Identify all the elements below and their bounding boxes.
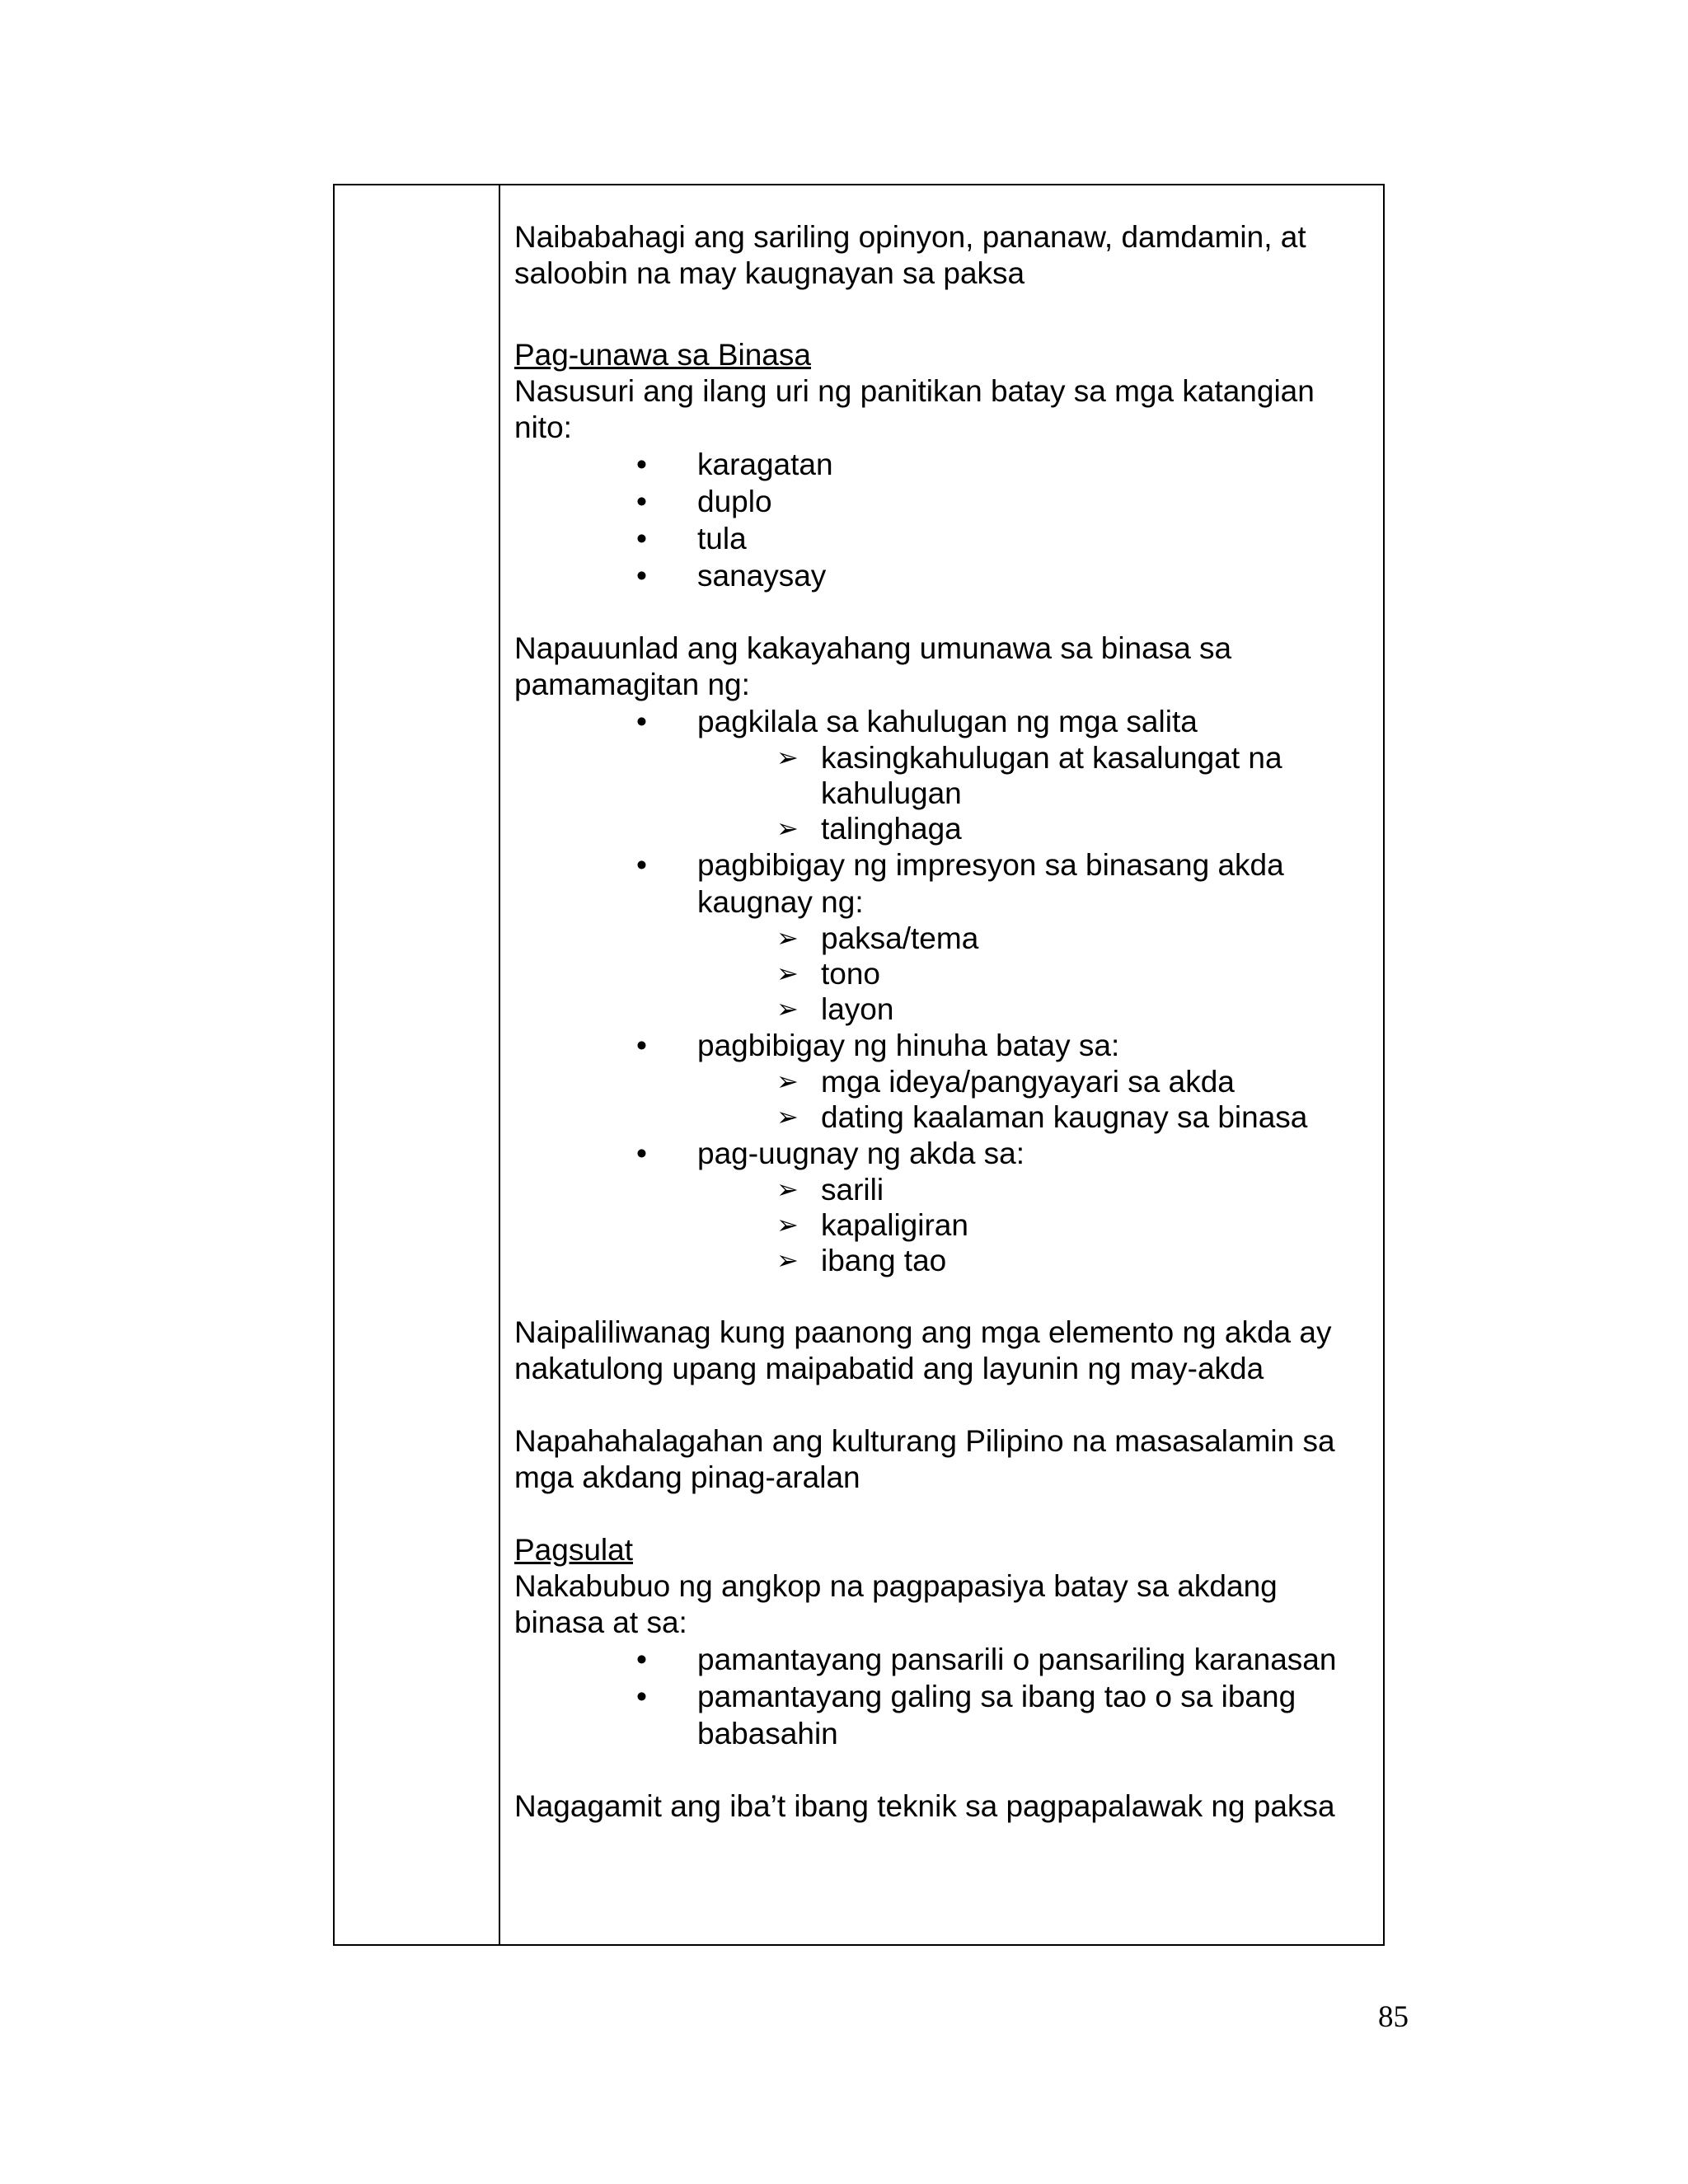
list-item: • pagbibigay ng hinuha batay sa: (636, 1029, 1120, 1062)
opening-paragraph: Naibabahagi ang sariling opinyon, pananaw, damdamin, at saloobin na may kaugnayan sa paksa (514, 220, 1306, 290)
arrowhead-icon: ➢ (776, 1102, 799, 1132)
sub-list-item: ➢ ibang tao (776, 1244, 947, 1277)
section-heading-pagsulat: Pagsulat (514, 1533, 633, 1567)
arrowhead-icon: ➢ (776, 1066, 799, 1096)
arrowhead-icon: ➢ (776, 958, 799, 988)
list-item: • pag-uugnay ng akda sa: (636, 1137, 1025, 1170)
bullet-icon: • (636, 1029, 647, 1062)
list-item: • sanaysay (636, 559, 827, 593)
bullet-icon: • (636, 522, 647, 555)
bullet-icon: • (636, 1680, 647, 1713)
elements-paragraph: Naipaliliwanag kung paanong ang mga elemento ng akda ay nakatulong upang maipabatid ang layunin ng may-akda (514, 1315, 1332, 1385)
list-item: • pamantayang pansarili o pansariling karanasan (636, 1643, 1337, 1676)
bullet-icon: • (636, 848, 647, 882)
sub-list-item: ➢ dating kaalaman kaugnay sa binasa (776, 1100, 1308, 1134)
list-item: • pagbibigay ng impresyon sa binasang akda kaugnay ng: (636, 848, 1284, 919)
list-item: • tula (636, 522, 747, 555)
bullet-icon: • (636, 705, 647, 738)
page-number: 85 (1378, 2000, 1409, 2034)
sub-list-item: ➢ paksa/tema (776, 921, 979, 955)
arrowhead-icon: ➢ (776, 1210, 799, 1240)
closing-paragraph: Nagagamit ang iba’t ibang teknik sa pagpapalawak ng paksa (514, 1789, 1335, 1823)
sub-list-item: ➢ kasingkahulugan at kasalungat na kahulugan (776, 741, 1282, 810)
arrowhead-icon: ➢ (776, 994, 799, 1024)
section3-intro: Nakabubuo ng angkop na pagpapasiya batay sa akdang binasa at sa: (514, 1569, 1278, 1639)
list-item: • pamantayang galing sa ibang tao o sa ibang babasahin (636, 1680, 1296, 1750)
arrowhead-icon: ➢ (776, 813, 799, 843)
section1-intro: Nasusuri ang ilang uri ng panitikan batay sa mga katangian nito: (514, 374, 1315, 444)
sub-list-item: ➢ kapaligiran (776, 1208, 968, 1242)
bullet-icon: • (636, 448, 647, 481)
arrowhead-icon: ➢ (776, 1245, 799, 1275)
bullet-icon: • (636, 485, 647, 518)
arrowhead-icon: ➢ (776, 923, 799, 953)
column-divider (499, 184, 500, 1946)
bullet-icon: • (636, 559, 647, 593)
bullet-icon: • (636, 1643, 647, 1676)
list-item: • pagkilala sa kahulugan ng mga salita (636, 705, 1198, 738)
arrowhead-icon: ➢ (776, 743, 799, 772)
content-cell (514, 219, 1372, 1825)
sub-list-item: ➢ sarili (776, 1173, 884, 1207)
list-item: • duplo (636, 485, 772, 518)
sub-list-item: ➢ layon (776, 992, 894, 1026)
arrowhead-icon: ➢ (776, 1174, 799, 1204)
section-heading-pag-unawa: Pag-unawa sa Binasa (514, 338, 811, 372)
list-item: • karagatan (636, 448, 833, 481)
sub-list-item: ➢ talinghaga (776, 812, 962, 846)
sub-list-item: ➢ mga ideya/pangyayari sa akda (776, 1065, 1235, 1099)
bullet-icon: • (636, 1137, 647, 1170)
culture-paragraph: Napahahalagahan ang kulturang Pilipino na masasalamin sa mga akdang pinag-aralan (514, 1424, 1335, 1494)
section2-intro: Napauunlad ang kakayahang umunawa sa binasa sa pamamagitan ng: (514, 631, 1232, 701)
sub-list-item: ➢ tono (776, 957, 881, 991)
